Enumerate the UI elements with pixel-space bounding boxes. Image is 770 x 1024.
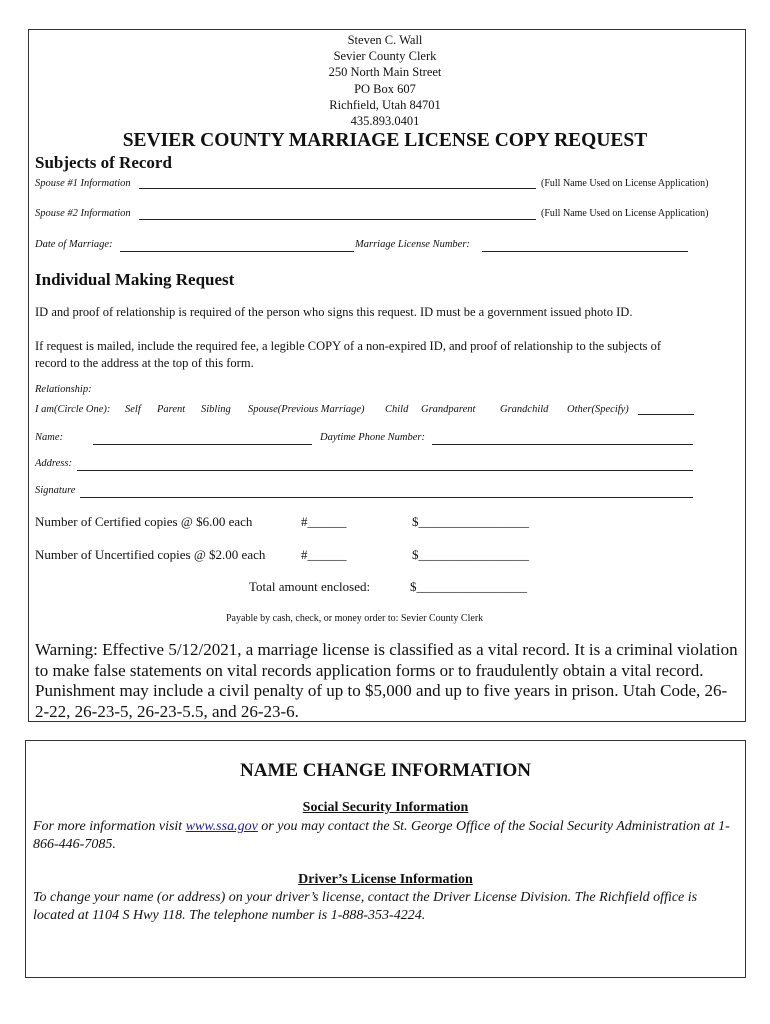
vital-record-warning: Warning: Effective 5/12/2021, a marriage license is classified as a vital record. It is a criminal violation to make false statements on vital records application forms or to fraudulently obtain a vital record. Punishment may include a civil penalty of up to $5,000 and up to five years in prison. Utah Code, 26-2-22, 26-23-5, 26-23-5.5, and 26-23-6. [35,640,738,721]
signature-label: Signature [35,485,76,496]
clerk-street: 250 North Main Street [328,65,442,80]
phone-label: Daytime Phone Number: [320,432,425,443]
license-number-label: Marriage License Number: [355,239,470,250]
clerk-name: Steven C. Wall [347,33,423,47]
uncertified-count-field[interactable]: #______ [301,547,347,562]
address-label: Address: [35,458,72,469]
name-input-line[interactable] [93,444,312,445]
clerk-title: Sevier County Clerk [333,49,437,64]
name-change-heading: NAME CHANGE INFORMATION [240,760,531,781]
clerk-city: Richfield, Utah 84701 [329,97,441,112]
option-self[interactable]: Self [125,404,141,415]
spouse2-input-line[interactable] [139,219,536,220]
certified-count-field[interactable]: #______ [301,514,347,529]
spouse1-input-line[interactable] [139,188,536,189]
signature-input-line[interactable] [80,497,693,498]
payable-note: Payable by cash, check, or money order to: Sevier County Clerk [226,613,484,624]
name-label: Name: [35,432,63,443]
relationship-label: Relationship: [35,384,92,395]
option-other[interactable]: Other(Specify) [567,404,629,415]
social-security-heading: Social Security Information [302,800,469,815]
certified-amount-field[interactable]: $_________________ [412,514,529,529]
total-amount-field[interactable]: $_________________ [410,579,527,594]
option-grandchild[interactable]: Grandchild [500,404,549,415]
requester-heading: Individual Making Request [35,270,235,289]
uncertified-copies-label: Number of Uncertified copies @ $2.00 each [35,547,266,562]
marriage-date-label: Date of Marriage: [35,239,113,250]
spouse1-label: Spouse #1 Information [35,178,131,189]
option-child[interactable]: Child [385,404,409,415]
address-input-line[interactable] [77,470,693,471]
option-grandparent[interactable]: Grandparent [421,404,476,415]
spouse1-note: (Full Name Used on License Application) [541,178,709,189]
social-security-text [33,818,733,854]
mail-instructions-line2: record to the address at the top of this form. [35,356,254,370]
phone-input-line[interactable] [432,444,693,445]
total-label: Total amount enclosed: [249,579,371,594]
clerk-po-box: PO Box 607 [354,81,416,96]
marriage-date-input-line[interactable] [120,251,354,252]
subjects-heading: Subjects of Record [35,153,172,172]
uncertified-amount-field[interactable]: $_________________ [412,547,529,562]
certified-copies-label: Number of Certified copies @ $6.00 each [35,514,253,529]
ssa-link[interactable]: www.ssa.gov [185,819,258,834]
drivers-license-text: To change your name (or address) on your driver’s license, contact the Driver License Division. The Richfield office is located at 1104 S Hwy 118. The telephone number is 1-888-353-4224. [33,890,698,923]
option-sibling[interactable]: Sibling [201,404,231,415]
page-title: SEVIER COUNTY MARRIAGE LICENSE COPY REQUEST [122,130,648,151]
option-parent[interactable]: Parent [157,404,186,415]
social-security-text-rest: or you may contact the St. George Office of the Social Security Administration at 1-866-446-7085. [33,819,730,852]
option-spouse-previous[interactable]: Spouse(Previous Marriage) [248,404,365,415]
spouse2-note: (Full Name Used on License Application) [541,208,709,219]
id-requirement-text: ID and proof of relationship is required of the person who signs this request. ID must be a government issued photo ID. [35,305,633,319]
social-security-text-intro: For more information visit [33,819,183,834]
drivers-license-heading: Driver’s License Information [298,872,473,887]
spouse2-label: Spouse #2 Information [35,208,131,219]
mail-instructions-line1: If request is mailed, include the required fee, a legible COPY of a non-expired ID, and proof of relationship to the subjects of [35,339,662,353]
circle-one-label: I am(Circle One): [35,404,111,415]
license-number-input-line[interactable] [482,251,688,252]
clerk-address-block [0,32,770,129]
other-specify-input-line[interactable] [638,414,694,415]
clerk-phone: 435.893.0401 [350,114,420,129]
